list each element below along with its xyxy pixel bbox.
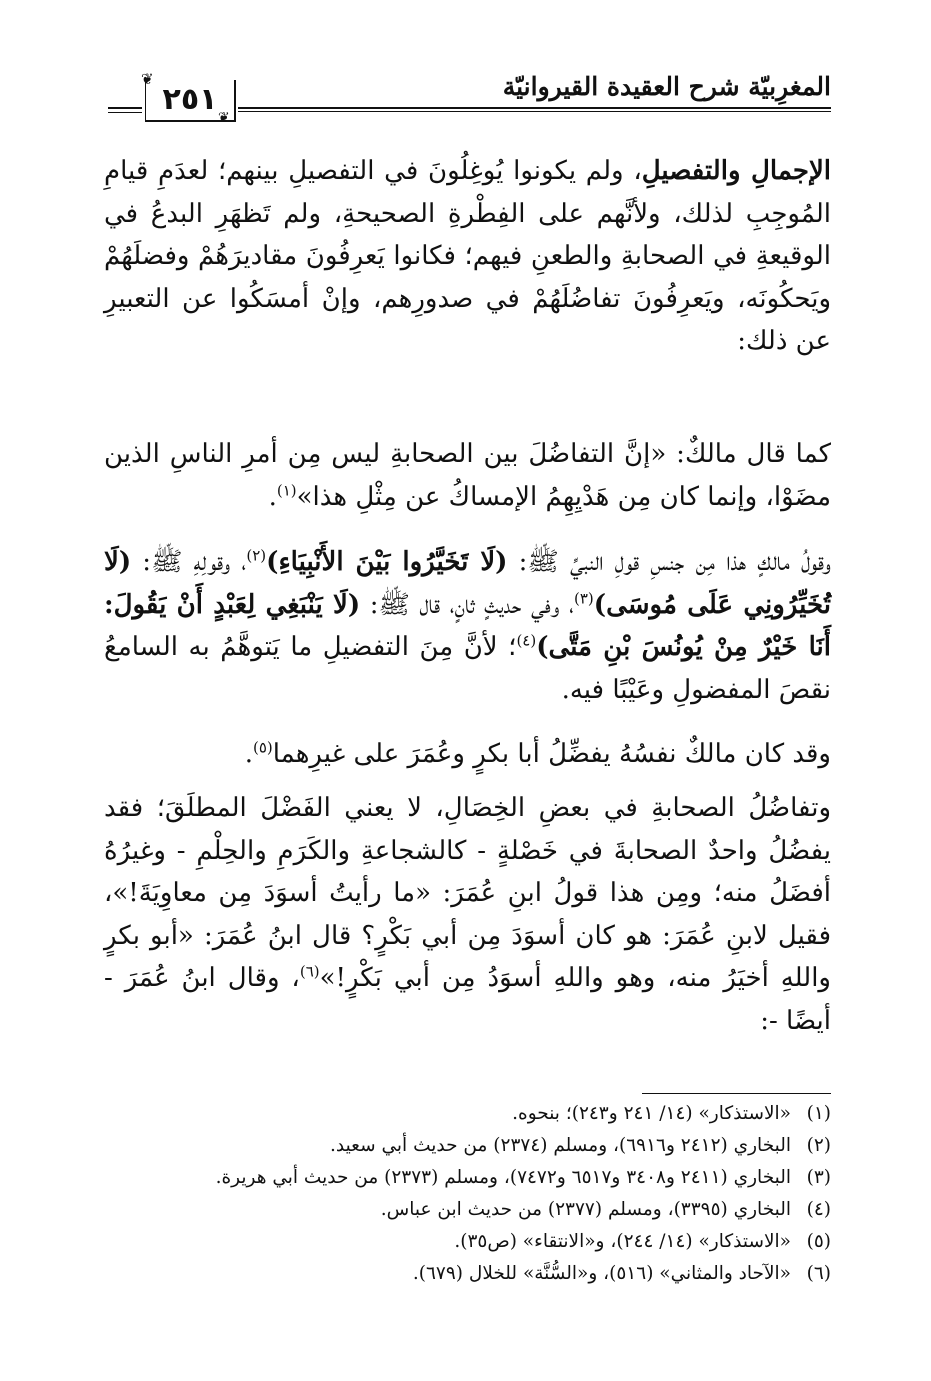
running-header-title: المغرِبيّة شرح العقيدة القيروانيّة (502, 72, 831, 101)
paragraph-end: . (268, 481, 277, 512)
footnote-1 (104, 1099, 831, 1129)
footnote-number: (٣) (806, 1167, 831, 1188)
footnote-2 (104, 1131, 831, 1161)
footnote-text: «الاستذكار» (١٤/ ٢٤٤)، و«الانتقاء» (ص٣٥). (454, 1231, 791, 1252)
footnote-6 (104, 1259, 831, 1289)
ornament-icon: ❦ (218, 110, 230, 126)
paragraph-text: وتفاضُلُ الصحابةِ في بعضِ الخِصَالِ، لا يعني الفَضْلَ المطلَقَ؛ فقد يفضُلُ واحدٌ الصحابةَ في خَصْلةٍ - كالشجاعةِ والكَرَمِ والحِلْمِ - وغيرُهُ أفضَلُ منه؛ ومِن هذا قولُ ابنِ عُمَرَ: «ما رأيتُ أسوَدَ مِن معاوِيَةَ!»، فقيل لابنِ عُمَرَ: هو كان أسوَدَ مِن أبي بَكْرٍ؟ قال ابنُ عُمَرَ: «أبو بكرٍ واللهِ أخيَرُ منه، وهو واللهِ أسوَدُ مِن أبي بَكْرٍ!» (104, 793, 831, 993)
header-rule-left-thin (108, 112, 142, 113)
footnote-ref[interactable]: (١) (276, 480, 297, 499)
page-number: ٢٥١ (145, 80, 236, 122)
hadith-quote: (لَا تَخَيَّرُوا بَيْنَ الأَنْبِيَاءِ) (266, 547, 508, 577)
footnote-ref[interactable]: (٣) (573, 588, 594, 607)
header-rule-left (108, 107, 142, 109)
paragraph-4 (104, 733, 831, 776)
footnote-5 (104, 1227, 831, 1257)
footnote-text: «الاستذكار» (١٤/ ٢٤١ و٢٤٣)؛ بنحوه. (512, 1103, 791, 1124)
paragraph-3 (104, 541, 831, 711)
bold-phrase: الإجمالِ والتفصيلِ (641, 156, 831, 186)
footnote-separator (642, 1093, 831, 1094)
footnote-number: (٥) (806, 1231, 831, 1252)
footnote-number: (٢) (806, 1135, 831, 1156)
header-rule-thin (238, 111, 831, 112)
paragraph-text: وقد كان مالكٌ نفسُهُ يفضِّلُ أبا بكرٍ وعُمَرَ على غيرِهما (272, 739, 831, 769)
hadith-quote: (لَا تُخَيِّرُونِي عَلَى مُوسَى) (104, 547, 832, 620)
footnote-ref[interactable]: (٦) (299, 962, 320, 981)
hadith-quote: (لَا يَنْبَغِي لِعَبْدٍ أَنْ يَقُولَ: أَنَا خَيْرٌ مِنْ يُونُسَ بْنِ مَتَّى) (104, 589, 831, 662)
paragraph-text: ؛ لأنَّ مِنَ التفضيلِ ما يَتوهَّمُ به السامعُ نقصَ المفضولِ وعَيْبًا فيه. (104, 632, 831, 705)
paragraph-text: ، وقولِهِ ﷺ: (131, 547, 247, 577)
footnote-ref[interactable]: (٥) (252, 738, 273, 757)
footnote-ref[interactable]: (٤) (516, 631, 537, 650)
footnote-text: البخاري (٢٤١٢ و٦٩١٦)، ومسلم (٢٣٧٤) من حديث أبي سعيد. (330, 1135, 791, 1156)
footnote-3 (104, 1163, 831, 1193)
footnote-4 (104, 1195, 831, 1225)
paragraph-text: ، ولم يكونوا يُوغِلُونَ في التفصيلِ بينهم؛ لعدَمِ قيامِ المُوجِبِ لذلك، ولأنَّهم على الفِطْرةِ الصحيحةِ، ولم تَظهَرِ البدعُ في الوقيعةِ في الصحابةِ والطعنِ فيهم؛ فكانوا يَعرِفُونَ مقاديرَهُمْ وفضلَهُمْ ويَحكُونَه، ويَعرِفُونَ تفاضُلَهُمْ في صدورِهم، وإنْ أمسَكُوا عن التعبيرِ عن ذلك: (104, 156, 831, 356)
footnote-number: (٤) (806, 1199, 831, 1220)
footnote-number: (٦) (806, 1263, 831, 1284)
paragraph-end: . (244, 739, 253, 769)
paragraph-2 (104, 433, 831, 518)
ornament-icon: ❦ (141, 70, 154, 88)
paragraph-5 (104, 787, 831, 1042)
footnote-number: (١) (806, 1103, 831, 1124)
footnote-text: «الآحاد والمثاني» (٥١٦)، و«السُّنَّة» للخلال (٦٧٩). (412, 1263, 791, 1284)
paragraph-end: ، وقال ابنُ عُمَرَ - أيضًا -: (104, 963, 831, 1036)
footnote-text: البخاري (٣٣٩٥)، ومسلم (٢٣٧٧) من حديث ابن عباس. (380, 1199, 791, 1220)
paragraph-text: وقولُ مالكٍ هذا مِن جنسِ قولِ النبيِّ ﷺ: (507, 547, 832, 577)
paragraph-text: كما قال مالكٌ: «إنَّ التفاضُلَ بين الصحابةِ ليس مِن أمرِ الناسِ الذين مضَوْا، وإنما كان مِن هَدْيِهِمُ الإمساكُ عن مِثْلِ هذا» (104, 439, 831, 512)
paragraph-text: ، وفي حديثٍ ثانٍ، قال ﷺ: (360, 589, 574, 620)
header-rule (238, 107, 831, 109)
footnote-ref[interactable]: (٢) (246, 546, 267, 565)
footnote-text: البخاري (٢٤١١ و٣٤٠٨ و٦٥١٧ و٧٤٧٢)، ومسلم (٢٣٧٣) من حديث أبي هريرة. (215, 1167, 791, 1188)
paragraph-1 (104, 150, 831, 363)
